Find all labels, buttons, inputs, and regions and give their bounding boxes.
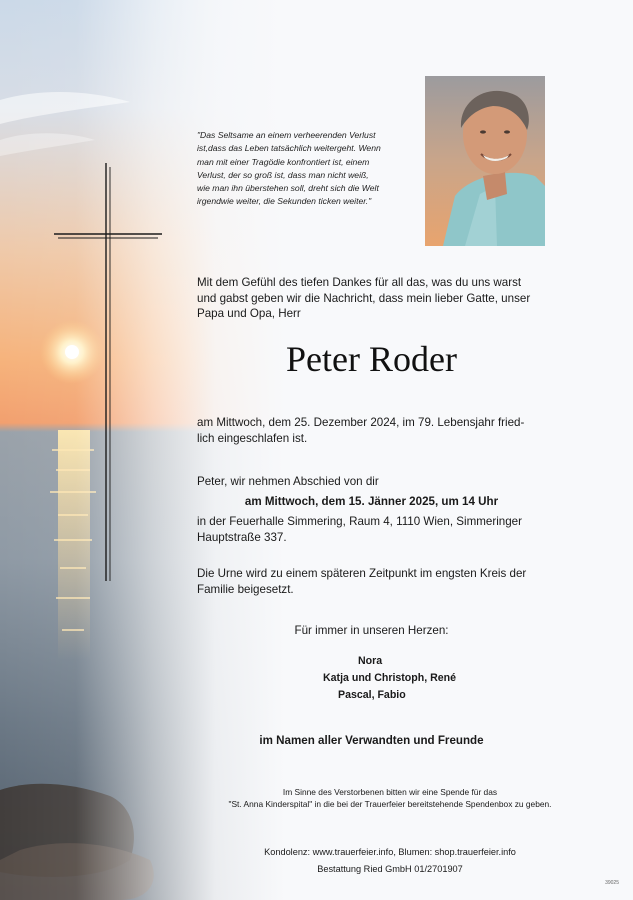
relatives-line: im Namen aller Verwandten und Freunde (259, 734, 484, 747)
quote-line: ist,dass das Leben tatsächlich weitergeht. Wenn (197, 143, 381, 154)
portrait-photo (425, 76, 545, 246)
funeral-date: am Mittwoch, dem 15. Jänner 2025, um 14 Uhr (244, 495, 499, 508)
intro-line: Papa und Opa, Herr (197, 307, 301, 320)
urn-line: Familie beigesetzt. (197, 582, 294, 596)
undertaker-line: Bestattung Ried GmbH 01/2701907 (317, 864, 463, 874)
condolence-line: Kondolenz: www.trauerfeier.info, Blumen: shop.trauerfeier.info (264, 847, 516, 857)
location-line: in der Feuerhalle Simmering, Raum 4, 1110 Wien, Simmeringer (197, 515, 522, 528)
intro-line: Mit dem Gefühl des tiefen Dankes für all das, was du uns warst (197, 276, 522, 289)
family-member: Pascal, Fabio (338, 689, 406, 701)
urn-line: Die Urne wird zu einem späteren Zeitpunkt im engsten Kreis der (197, 567, 527, 580)
deceased-name: Peter Roder (286, 339, 457, 379)
family-member: Katja und Christoph, René (323, 672, 457, 684)
quote-line: man mit einer Tragödie konfrontiert ist, einem (197, 156, 370, 167)
quote-line: irgendwie weiter, die Sekunden ticken weiter." (197, 196, 372, 207)
funeral-location (197, 514, 546, 545)
donation-line: Im Sinne des Verstorbenen bitten wir eine Spende für das (282, 787, 498, 797)
memorial-quote (197, 129, 393, 209)
quote-line: "Das Seltsame an einem verheerenden Verlust (197, 130, 376, 140)
cross-icon (54, 163, 164, 583)
death-notice (197, 415, 546, 446)
quote-line: Verlust, der so groß ist, dass man nicht weiß, (197, 169, 369, 180)
donation-line: "St. Anna Kinderspital" in die bei der Trauerfeier bereitstehende Spendenbox zu geben. (228, 798, 552, 809)
intro-paragraph (197, 275, 546, 322)
footer-code: 39025 (605, 880, 619, 886)
death-notice-line: lich eingeschlafen ist. (197, 431, 308, 445)
location-line: Hauptstraße 337. (197, 530, 287, 544)
in-our-hearts: Für immer in unseren Herzen: (294, 624, 449, 637)
contact-info (160, 844, 620, 878)
death-notice-line: am Mittwoch, dem 25. Dezember 2024, im 79. Lebensjahr fried- (197, 416, 525, 429)
donation-notice (160, 787, 620, 810)
urn-notice (197, 566, 546, 597)
intro-line: und gabst geben wir die Nachricht, dass mein lieber Gatte, unser (197, 291, 531, 305)
farewell-intro: Peter, wir nehmen Abschied von dir (197, 475, 379, 488)
family-member: Nora (358, 655, 383, 667)
quote-line: wie man ihn überstehen soll, dreht sich die Welt (197, 183, 379, 194)
